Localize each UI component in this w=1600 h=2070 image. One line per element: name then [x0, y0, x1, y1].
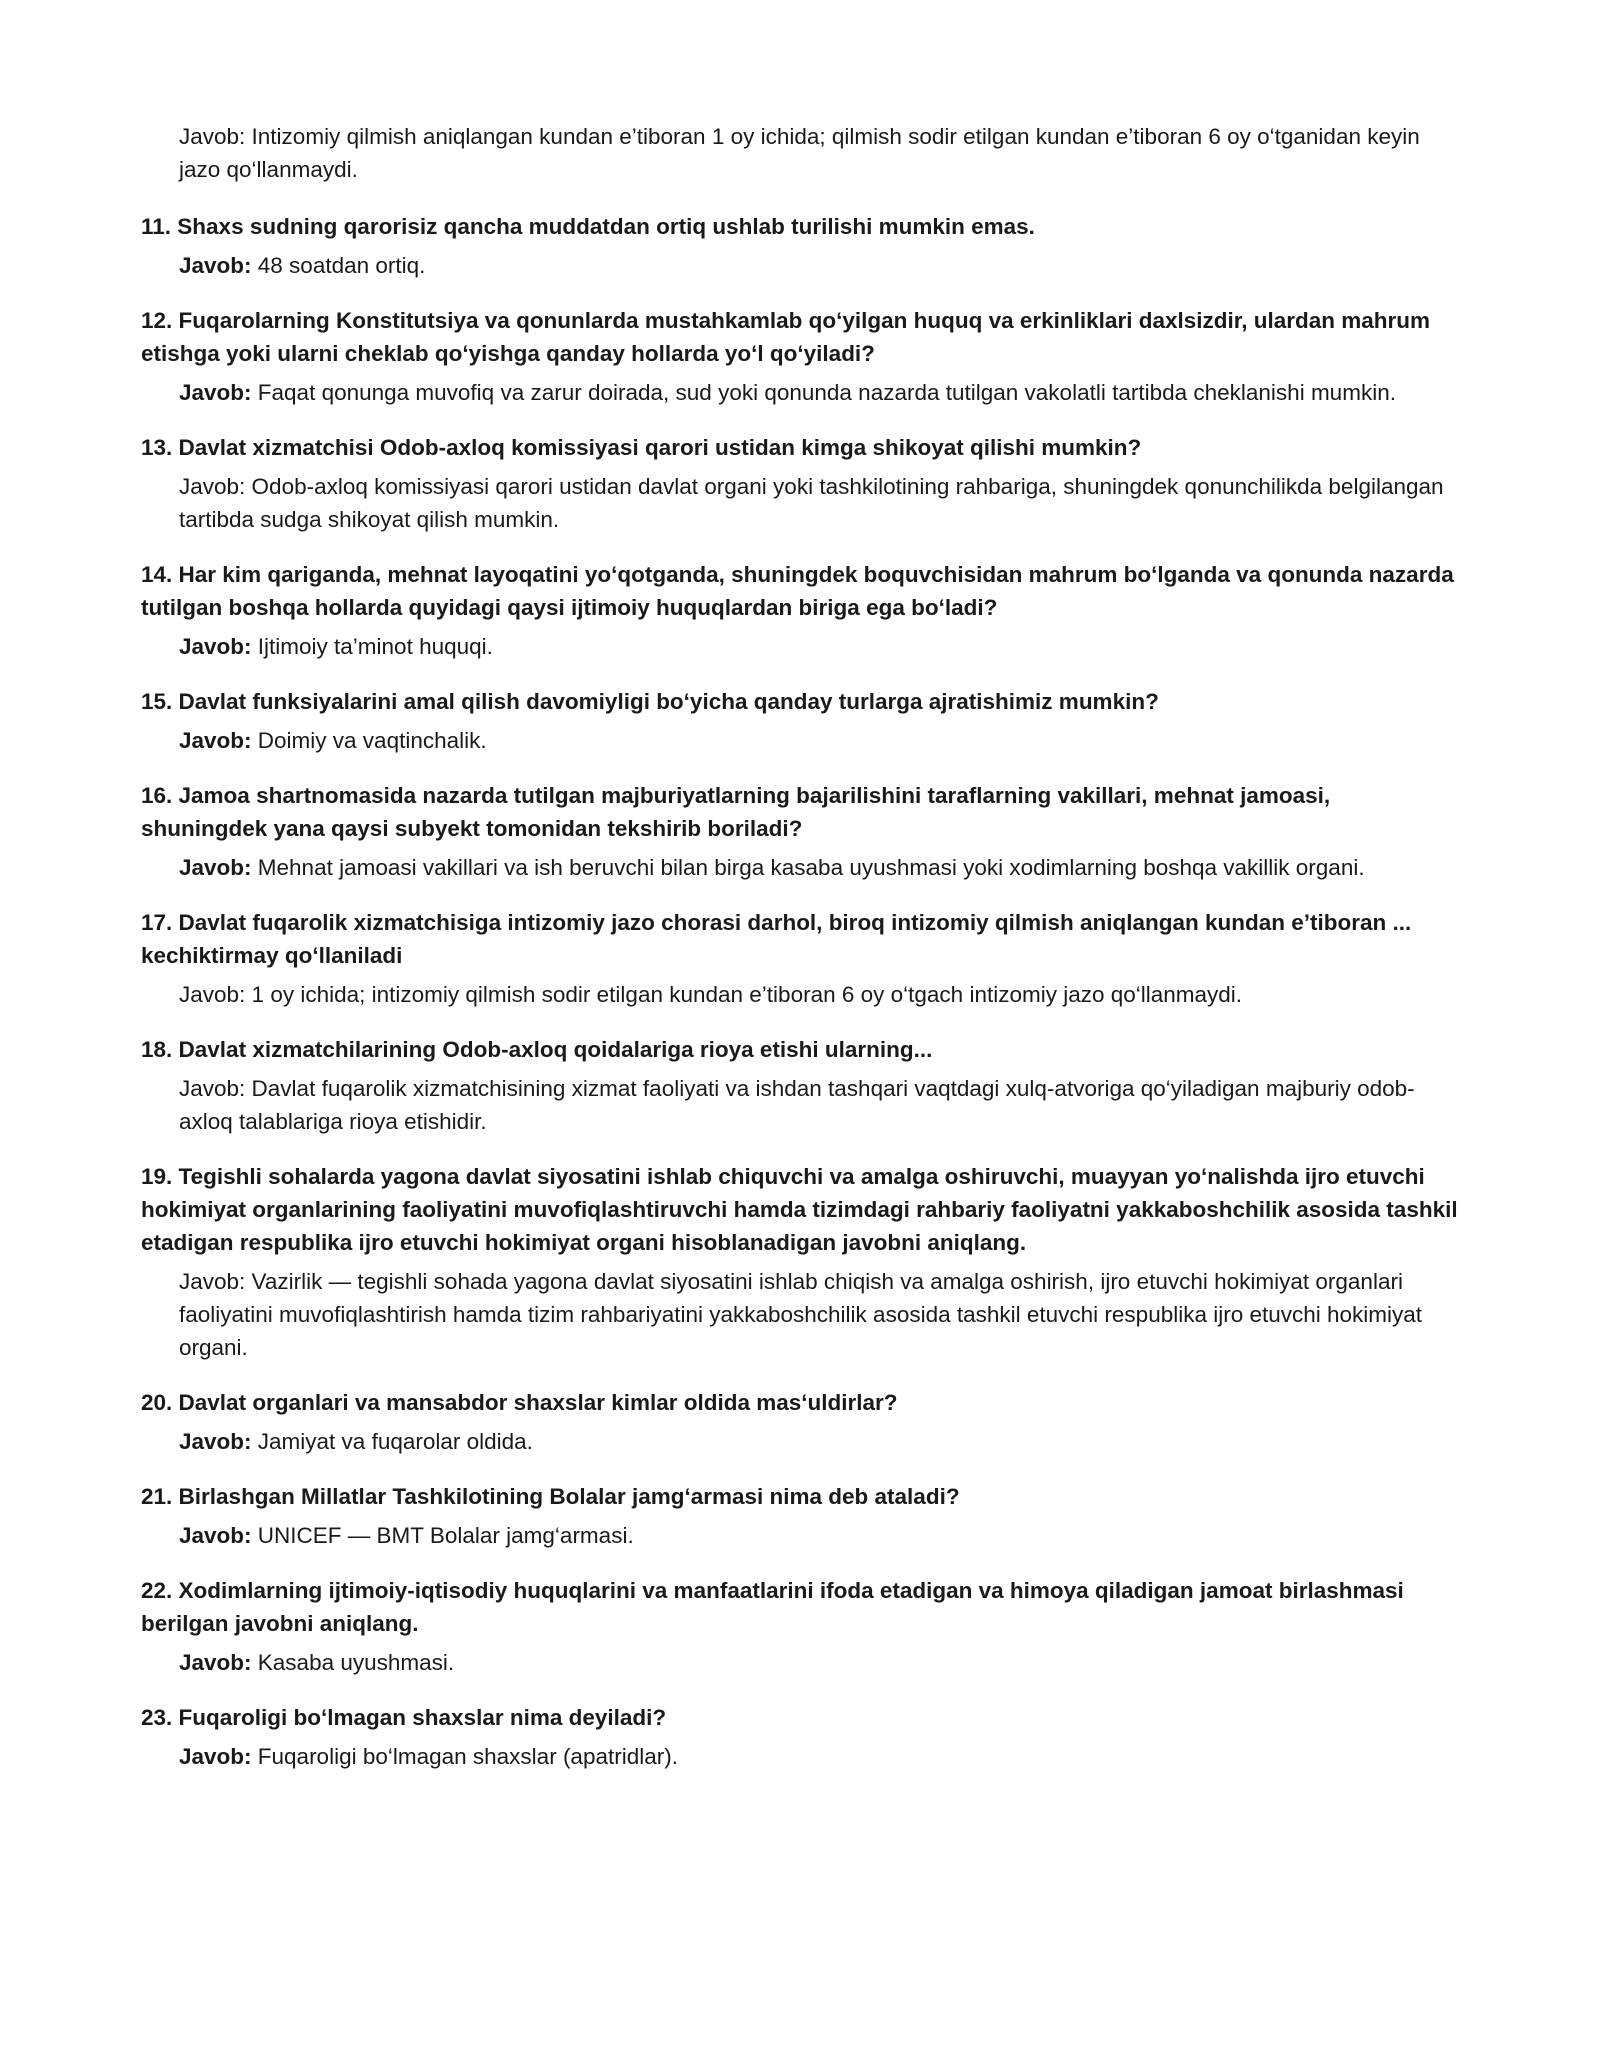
answer-body: 48 soatdan ortiq.	[251, 253, 426, 278]
question-text: 22. Xodimlarning ijtimoiy-iqtisodiy huquqlarini va manfaatlarini ifoda etadigan va himoya qiladigan jamoat birlashmasi berilgan javobni aniqlang.	[141, 1578, 1404, 1636]
question-text: 13. Davlat xizmatchisi Odob-axloq komissiyasi qarori ustidan kimga shikoyat qilishi mumkin?	[141, 435, 1142, 460]
question-text: 17. Davlat fuqarolik xizmatchisiga intizomiy jazo chorasi darhol, biroq intizomiy qilmish aniqlangan kundan e’tiboran ... kechiktirmay qo‘llaniladi	[141, 910, 1412, 968]
answer-label: Javob:	[179, 1076, 246, 1101]
question-text: 11. Shaxs sudning qarorisiz qancha muddatdan ortiq ushlab turilishi mumkin emas.	[141, 214, 1035, 239]
answer-label: Javob:	[179, 1650, 252, 1675]
answer-label: Javob:	[179, 855, 252, 880]
answer-text	[179, 724, 1460, 757]
question-text: 16. Jamoa shartnomasida nazarda tutilgan majburiyatlarning bajarilishini taraflarning vakillari, mehnat jamoasi, shuningdek yana qaysi subyekt tomonidan tekshirib boriladi?	[141, 783, 1331, 841]
answer-text	[179, 1425, 1460, 1458]
qa-item	[141, 1033, 1460, 1138]
qa-item	[141, 1386, 1460, 1458]
answer-label: Javob:	[179, 1269, 246, 1294]
answer-text	[179, 1072, 1460, 1138]
question-text: 12. Fuqarolarning Konstitutsiya va qonunlarda mustahkamlab qo‘yilgan huquq va erkinliklari daxlsizdir, ulardan mahrum etishga yoki ularni cheklab qo‘yishga qanday hollarda yo‘l qo‘yiladi?	[141, 308, 1431, 366]
qa-item	[141, 210, 1460, 282]
answer-text	[179, 376, 1460, 409]
answer-body: Mehnat jamoasi vakillari va ish beruvchi bilan birga kasaba uyushmasi yoki xodimlarning boshqa vakillik organi.	[251, 855, 1365, 880]
answer-text	[179, 1265, 1460, 1364]
qa-item	[141, 685, 1460, 757]
qa-item	[141, 1480, 1460, 1552]
answer-label: Javob:	[179, 474, 246, 499]
question-text: 21. Birlashgan Millatlar Tashkilotining Bolalar jamg‘armasi nima deb ataladi?	[141, 1484, 960, 1509]
answer-label: Javob:	[179, 1429, 252, 1454]
answer-text	[179, 978, 1460, 1011]
answer-body: 1 oy ichida; intizomiy qilmish sodir etilgan kundan e’tiboran 6 oy o‘tgach intizomiy jazo qo‘llanmaydi.	[245, 982, 1243, 1007]
answer-text	[179, 1519, 1460, 1552]
answer-label: Javob:	[179, 380, 252, 405]
answer-body: Odob-axloq komissiyasi qarori ustidan davlat organi yoki tashkilotining rahbariga, shuningdek qonunchilikda belgilangan tartibda sudga shikoyat qilish mumkin.	[179, 474, 1444, 532]
question-text: 20. Davlat organlari va mansabdor shaxslar kimlar oldida mas‘uldirlar?	[141, 1390, 898, 1415]
answer-body: Jamiyat va fuqarolar oldida.	[251, 1429, 533, 1454]
answer-label: Javob:	[179, 728, 252, 753]
qa-item	[141, 779, 1460, 884]
question-text: 23. Fuqaroligi bo‘lmagan shaxslar nima deyiladi?	[141, 1705, 667, 1730]
answer-body: UNICEF — BMT Bolalar jamg‘armasi.	[251, 1523, 634, 1548]
answer-text	[179, 630, 1460, 663]
qa-item	[141, 1160, 1460, 1364]
answer-10-text: Javob: Intizomiy qilmish aniqlangan kundan e’tiboran 1 oy ichida; qilmish sodir etilgan kundan e’tiboran 6 oy o‘tganidan keyin jazo qo‘llanmaydi.	[179, 124, 1420, 182]
question-text: 15. Davlat funksiyalarini amal qilish davomiyligi bo‘yicha qanday turlarga ajratishimiz mumkin?	[141, 689, 1159, 714]
question-text: 19. Tegishli sohalarda yagona davlat siyosatini ishlab chiquvchi va amalga oshiruvchi, muayyan yo‘nalishda ijro etuvchi hokimiyat organlarining faoliyatini muvofiqlashtiruvchi hamda tizimdagi rahbariy faoliyatni yakkaboshchilik asosida tashkil etadigan respublika ijro etuvchi hokimiyat organi hisoblanadigan javobni aniqlang.	[141, 1164, 1458, 1255]
qa-item	[141, 1574, 1460, 1679]
answer-body: Kasaba uyushmasi.	[251, 1650, 455, 1675]
answer-body: Faqat qonunga muvofiq va zarur doirada, sud yoki qonunda nazarda tutilgan vakolatli tartibda cheklanishi mumkin.	[251, 380, 1396, 405]
answer-body: Fuqaroligi bo‘lmagan shaxslar (apatridlar).	[251, 1744, 678, 1769]
answer-body: Vazirlik — tegishli sohada yagona davlat siyosatini ishlab chiqish va amalga oshirish, ijro etuvchi hokimiyat organlari faoliyatini muvofiqlashtirish hamda tizim rahbariyatini yakkaboshchilik asosida tashkil etuvchi respublika ijro etuvchi hokimiyat organi.	[179, 1269, 1423, 1360]
answer-text	[179, 1740, 1460, 1773]
answer-text	[179, 249, 1460, 282]
qa-item	[141, 906, 1460, 1011]
qa-list	[141, 210, 1460, 1773]
answer-body: Ijtimoiy ta’minot huquqi.	[251, 634, 493, 659]
qa-item	[141, 558, 1460, 663]
answer-body: Doimiy va vaqtinchalik.	[251, 728, 487, 753]
qa-item	[141, 431, 1460, 536]
answer-label: Javob:	[179, 253, 252, 278]
question-text: 18. Davlat xizmatchilarining Odob-axloq qoidalariga rioya etishi ularning...	[141, 1037, 933, 1062]
answer-text	[179, 470, 1460, 536]
answer-label: Javob:	[179, 1744, 252, 1769]
question-text: 14. Har kim qariganda, mehnat layoqatini yo‘qotganda, shuningdek boquvchisidan mahrum bo‘lganda va qonunda nazarda tutilgan boshqa hollarda quyidagi qaysi ijtimoiy huquqlardan biriga ega bo‘ladi?	[141, 562, 1454, 620]
answer-text	[179, 1646, 1460, 1679]
answer-text	[179, 851, 1460, 884]
qa-item	[141, 304, 1460, 409]
answer-label: Javob:	[179, 982, 246, 1007]
answer-label: Javob:	[179, 1523, 252, 1548]
answer-label: Javob:	[179, 634, 252, 659]
qa-item	[141, 1701, 1460, 1773]
answer-body: Davlat fuqarolik xizmatchisining xizmat faoliyati va ishdan tashqari vaqtdagi xulq-atvoriga qo‘yiladigan majburiy odob-axloq talablariga rioya etishidir.	[179, 1076, 1415, 1134]
